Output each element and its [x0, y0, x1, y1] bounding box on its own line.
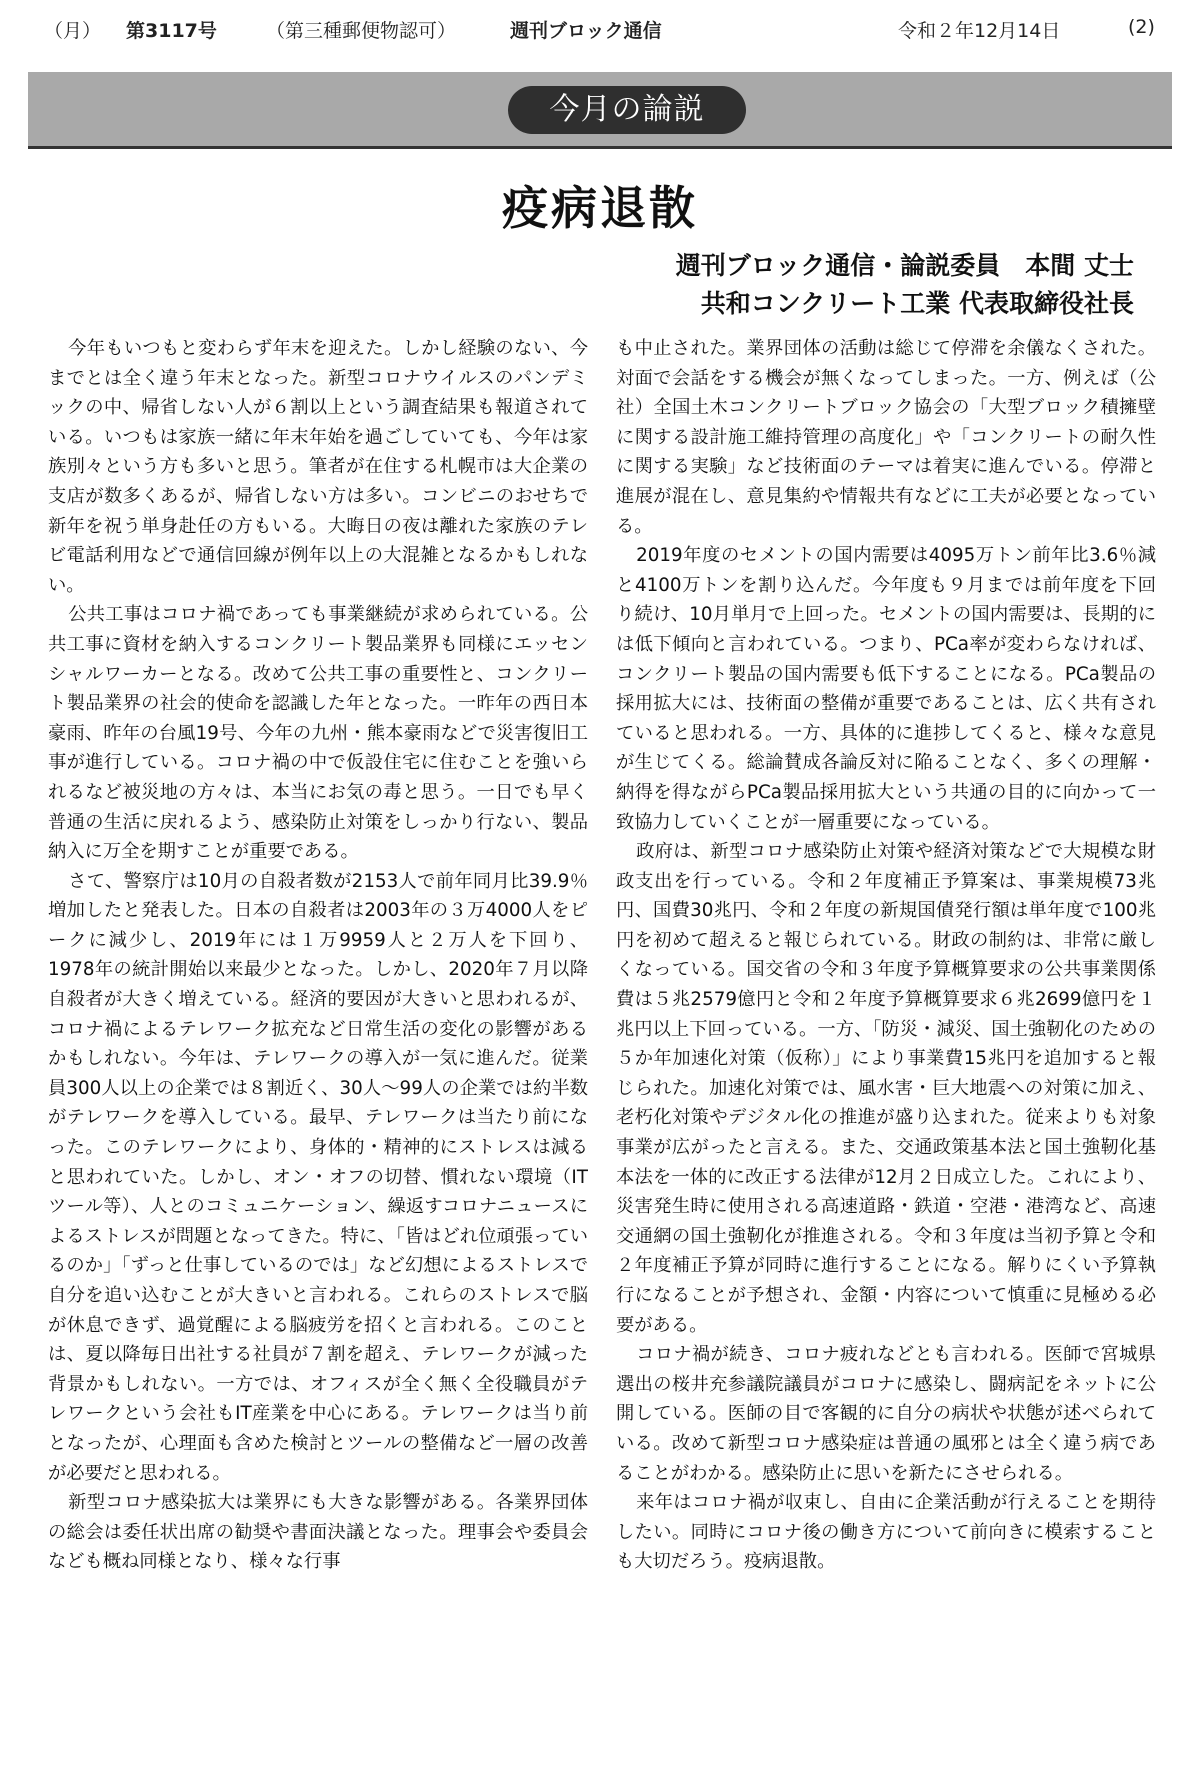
paragraph: 公共工事はコロナ禍であっても事業継続が求められている。公共工事に資材を納入するコンクリート製品業界も同様にエッセンシャルワーカーとなる。改めて公共工事の重要性と、コンクリート製品業界の社会的使命を認識した年となった。一昨年の西日本豪雨、昨年の台風19号、今年の九州・熊本豪雨などで災害復旧工事が進行している。コロナ禍の中で仮設住宅に住むことを強いられるなど被災地の方々は、本当にお気の毒と思う。一日でも早く普通の生活に戻れるよう、感染防止対策をしっかり行ない、製品納入に万全を期すことが重要である。: [48, 604, 588, 863]
header-postal-permit: （第三種郵便物認可）: [266, 20, 457, 42]
section-label: 今月の論説: [508, 86, 746, 134]
paragraph: 来年はコロナ禍が収束し、自由に企業活動が行えることを期待したい。同時にコロナ後の働き方について前向きに模索することも大切だろう。疫病退散。: [616, 1492, 1156, 1573]
paragraph: コロナ禍が続き、コロナ疲れなどとも言われる。医師で宮城県選出の桜井充参議院議員がコロナに感染し、闘病記をネットに公開している。医師の目で客観的に自分の病状や状態が述べられている。改めて新型コロナ感染症は普通の風邪とは全く違う病であることがわかる。感染防止に思いを新たにさせられる。: [616, 1344, 1156, 1484]
article-column-left: [48, 334, 588, 1754]
section-banner: [28, 72, 1172, 149]
author-byline: 週刊ブロック通信・論説委員 本間 丈士: [675, 251, 1134, 280]
page-header: [0, 12, 1200, 46]
header-issue-number: 第3117号: [126, 20, 217, 42]
header-newspaper-name: 週刊ブロック通信: [510, 20, 662, 42]
article-column-right: [616, 334, 1156, 1754]
article-title: 疫病退散: [502, 181, 698, 235]
paragraph: さて、警察庁は10月の自殺者数が2153人で前年同月比39.9％増加したと発表した。日本の自殺者は2003年の３万4000人をピークに減少し、2019年には１万9959人と２万人を下回り、1978年の統計開始以来最少となった。しかし、2020年７月以降自殺者が大きく増えている。経済的要因が大きいと思われるが、コロナ禍によるテレワーク拡充など日常生活の変化の影響があるかもしれない。今年は、テレワークの導入が一気に進んだ。従業員300人以上の企業では８割近く、30人～99人の企業では約半数がテレワークを導入している。最早、テレワークは当たり前になった。このテレワークにより、身体的・精神的にストレスは減ると思われていた。しかし、オン・オフの切替、慣れない環境（ITツール等）、人とのコミュニケーション、繰返すコロナニュースによるストレスが問題となってきた。特に、「皆はどれ位頑張っているのか」「ずっと仕事しているのでは」など幻想によるストレスで自分を追い込むことが大きいと言われる。これらのストレスで脳が休息できず、過覚醒による脳疲労を招くと言われる。このことは、夏以降毎日出社する社員が７割を超え、テレワークが減った背景かもしれない。一方では、オフィスが全く無く全役職員がテレワークという会社もIT産業を中心にある。テレワークは当り前となったが、心理面も含めた検討とツールの整備など一層の改善が必要だと思われる。: [48, 870, 588, 1484]
paragraph: 2019年度のセメントの国内需要は4095万トン前年比3.6％減と4100万トンを割り込んだ。今年度も９月までは前年度を下回り続け、10月単月で上回った。セメントの国内需要は、長期的には低下傾向と言われている。つまり、PCa率が変わらなければ、コンクリート製品の国内需要も低下することになる。PCa製品の採用拡大には、技術面の整備が重要であることは、広く共有されていると思われる。一方、具体的に進捗してくると、様々な意見が生じてくる。総論賛成各論反対に陥ることなく、多くの理解・納得を得ながらPCa製品採用拡大という共通の目的に向かって一致協力していくことが一層重要になっている。: [616, 545, 1156, 833]
paragraph-continued: も中止された。業界団体の活動は総じて停滞を余儀なくされた。対面で会話をする機会が無くなってしまった。一方、例えば（公社）全国土木コンクリートブロック協会の「大型ブロック積擁壁に関する設計施工維持管理の高度化」や「コンクリートの耐久性に関する実験」など技術面のテーマは着実に進んでいる。停滞と進展が混在し、意見集約や情報共有などに工夫が必要となっている。: [616, 338, 1156, 537]
author-affiliation: 共和コンクリート工業 代表取締役社長: [700, 289, 1134, 318]
paragraph: 政府は、新型コロナ感染防止対策や経済対策などで大規模な財政支出を行っている。令和２年度補正予算案は、事業規模73兆円、国費30兆円、令和２年度の新規国債発行額は単年度で100兆円を初めて超えると報じられている。財政の制約は、非常に厳しくなっている。国交省の令和３年度予算概算要求の公共事業関係費は５兆2579億円と令和２年度予算概算要求６兆2699億円を１兆円以上下回っている。一方、「防災・減災、国土強靭化のための５か年加速化対策（仮称）」により事業費15兆円を追加すると報じられた。加速化対策では、風水害・巨大地震への対策に加え、老朽化対策やデジタル化の推進が盛り込まれた。従来よりも対象事業が広がったと言える。また、交通政策基本法と国土強靭化基本法を一体的に改正する法律が12月２日成立した。これにより、災害発生時に使用される高速道路・鉄道・空港・港湾など、高速交通網の国土強靭化が推進される。令和３年度は当初予算と令和２年度補正予算が同時に進行することになる。解りにくい予算執行になることが予想され、金額・内容について慎重に見極める必要がある。: [616, 841, 1156, 1336]
paragraph: 今年もいつもと変わらず年末を迎えた。しかし経験のない、今までとは全く違う年末となった。新型コロナウイルスのパンデミックの中、帰省しない人が６割以上という調査結果も報道されている。いつもは家族一緒に年末年始を過ごしていても、今年は家族別々という方も多いと思う。筆者が在住する札幌市は大企業の支店が数多くあるが、帰省しない方は多い。コンビニのおせちで新年を祝う単身赴任の方もいる。大晦日の夜は離れた家族のテレビ電話利用などで通信回線が例年以上の大混雑となるかもしれない。: [48, 338, 588, 596]
header-day: （月）: [44, 20, 102, 42]
header-date: 令和２年12月14日: [898, 20, 1061, 42]
paragraph: 新型コロナ感染拡大は業界にも大きな影響がある。各業界団体の総会は委任状出席の勧奨や書面決議となった。理事会や委員会なども概ね同様となり、様々な行事: [48, 1492, 588, 1573]
header-page-number: (2): [1128, 16, 1155, 38]
